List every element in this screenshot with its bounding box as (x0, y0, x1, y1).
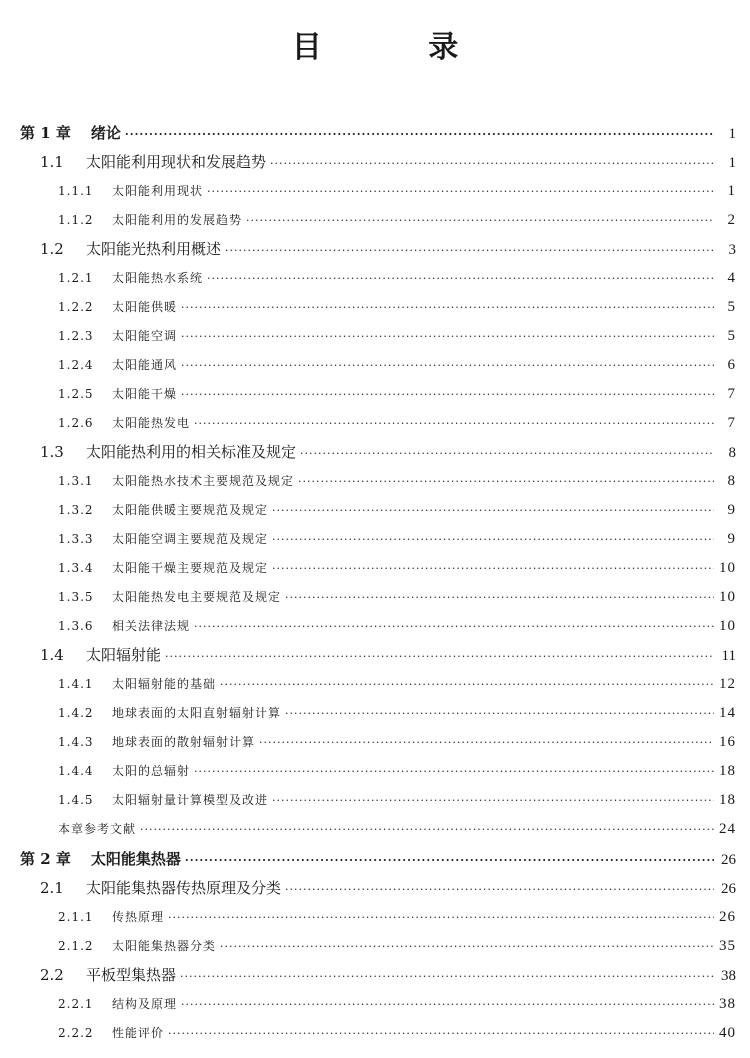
toc-entry-number: 1.3.5 (58, 590, 94, 604)
toc-entry-title: 太阳辐射量计算模型及改进 (112, 793, 269, 807)
toc-entry-number: 1.2.2 (58, 300, 94, 314)
toc-entry-number: 1.3.6 (58, 619, 94, 633)
toc-entry-title: 太阳能供暖主要规范及规定 (112, 503, 269, 517)
toc-entry-title: 太阳能光热利用概述 (86, 240, 222, 258)
toc-entry-page-number: 11 (721, 648, 736, 664)
toc-entry-title: 太阳能热发电 (112, 416, 191, 430)
toc-entry-title: 太阳辐射能 (86, 646, 162, 664)
toc-entry-title: 太阳的总辐射 (112, 764, 191, 778)
toc-entry-section[interactable] (0, 874, 750, 903)
toc-entry-page-number: 26 (721, 852, 736, 868)
toc-entry-number: 1.1.1 (58, 184, 94, 198)
toc-entry-title: 绪论 (90, 124, 121, 142)
toc-entry-subsection[interactable] (0, 612, 750, 641)
toc-entry-page-number: 5 (727, 328, 736, 344)
toc-entry-title: 太阳能空调主要规范及规定 (112, 532, 269, 546)
toc-entry-page-number: 8 (727, 473, 736, 489)
toc-entry-title: 本章参考文献 (58, 822, 137, 836)
dot-leader (140, 815, 714, 844)
toc-entry-subsection[interactable] (0, 293, 750, 322)
toc-entry-number: 1.4 (40, 646, 64, 664)
toc-entry-number: 1.1 (40, 153, 64, 171)
dot-leader (272, 525, 714, 554)
toc-entry-number: 1.4.5 (58, 793, 94, 807)
toc-entry-section[interactable] (0, 961, 750, 990)
table-of-contents (0, 118, 750, 1048)
dot-leader (194, 757, 714, 786)
dot-leader (181, 380, 714, 409)
toc-entry-title: 太阳能热水系统 (112, 271, 204, 285)
toc-entry-refs[interactable] (0, 815, 750, 844)
toc-entry-page-number: 26 (719, 909, 736, 925)
toc-entry-subsection[interactable] (0, 728, 750, 757)
toc-entry-title: 太阳辐射能的基础 (112, 677, 217, 691)
dot-leader (165, 642, 714, 670)
toc-entry-page-number: 7 (727, 415, 736, 431)
dot-leader (272, 496, 714, 525)
toc-entry-page-number: 2 (727, 212, 736, 228)
dot-leader (181, 351, 714, 380)
toc-entry-page-number: 9 (727, 502, 736, 518)
toc-entry-subsection[interactable] (0, 380, 750, 409)
toc-entry-number: 2.2.2 (58, 1026, 94, 1040)
toc-entry-title: 传热原理 (112, 910, 165, 924)
toc-entry-page-number: 9 (727, 531, 736, 547)
toc-entry-subsection[interactable] (0, 903, 750, 932)
toc-entry-section[interactable] (0, 235, 750, 264)
toc-entry-number: 2.2 (40, 966, 64, 984)
toc-entry-number: 1.2.4 (58, 358, 94, 372)
toc-entry-page-number: 35 (719, 938, 736, 954)
dot-leader (181, 322, 714, 351)
toc-entry-section[interactable] (0, 641, 750, 670)
toc-entry-number: 1.2.6 (58, 416, 94, 430)
toc-entry-title: 太阳能通风 (112, 358, 178, 372)
toc-entry-chapter[interactable] (0, 844, 750, 874)
toc-entry-number: 1.2 (40, 240, 64, 258)
toc-entry-page-number: 1 (728, 155, 736, 171)
dot-leader (125, 120, 714, 148)
toc-entry-page-number: 6 (727, 357, 736, 373)
toc-entry-subsection[interactable] (0, 670, 750, 699)
toc-entry-page-number: 7 (727, 386, 736, 402)
toc-entry-subsection[interactable] (0, 1019, 750, 1048)
toc-entry-page-number: 18 (719, 792, 736, 808)
toc-entry-title: 太阳能热利用的相关标准及规定 (86, 443, 297, 461)
toc-entry-page-number: 16 (719, 734, 736, 750)
toc-entry-page-number: 10 (719, 618, 736, 634)
toc-entry-subsection[interactable] (0, 177, 750, 206)
dot-leader (168, 903, 714, 932)
dot-leader (259, 728, 714, 757)
dot-leader (285, 583, 714, 612)
toc-entry-title: 太阳能干燥主要规范及规定 (112, 561, 269, 575)
dot-leader (285, 699, 714, 728)
dot-leader (194, 612, 714, 641)
toc-entry-title: 结构及原理 (112, 997, 178, 1011)
dot-leader (272, 786, 714, 815)
dot-leader (185, 846, 714, 874)
toc-entry-section[interactable] (0, 148, 750, 177)
toc-entry-page-number: 10 (719, 560, 736, 576)
dot-leader (272, 554, 714, 583)
toc-entry-title: 太阳能热发电主要规范及规定 (112, 590, 282, 604)
dot-leader (207, 177, 714, 206)
toc-entry-number: 1.2.5 (58, 387, 94, 401)
toc-entry-number: 2.1.2 (58, 939, 94, 953)
dot-leader (246, 206, 714, 235)
dot-leader (220, 932, 714, 961)
dot-leader (270, 149, 714, 177)
toc-entry-subsection[interactable] (0, 206, 750, 235)
toc-entry-page-number: 8 (728, 445, 736, 461)
toc-entry-page-number: 3 (728, 242, 736, 258)
toc-entry-number: 1.2.1 (58, 271, 94, 285)
toc-entry-title: 太阳能利用现状 (112, 184, 204, 198)
toc-entry-page-number: 38 (719, 996, 736, 1012)
toc-entry-subsection[interactable] (0, 467, 750, 496)
toc-entry-title: 太阳能干燥 (112, 387, 178, 401)
toc-entry-number: 1.3.4 (58, 561, 94, 575)
toc-entry-subsection[interactable] (0, 786, 750, 815)
toc-entry-title: 性能评价 (112, 1026, 165, 1040)
toc-entry-number: 1.3.3 (58, 532, 94, 546)
toc-entry-page-number: 40 (719, 1025, 736, 1041)
toc-entry-title: 地球表面的太阳直射辐射计算 (112, 706, 282, 720)
toc-entry-number: 2.2.1 (58, 997, 94, 1011)
toc-entry-number: 1.3 (40, 443, 64, 461)
toc-entry-page-number: 12 (719, 676, 736, 692)
dot-leader (181, 293, 714, 322)
toc-entry-subsection[interactable] (0, 554, 750, 583)
toc-entry-page-number: 1 (728, 126, 736, 142)
toc-entry-number: 第 1 章 (20, 124, 71, 142)
toc-entry-subsection[interactable] (0, 525, 750, 554)
toc-entry-subsection[interactable] (0, 322, 750, 351)
toc-entry-page-number: 5 (727, 299, 736, 315)
toc-entry-section[interactable] (0, 438, 750, 467)
toc-entry-title: 太阳能热水技术主要规范及规定 (112, 474, 295, 488)
toc-entry-number: 1.1.2 (58, 213, 94, 227)
toc-entry-chapter[interactable] (0, 118, 750, 148)
dot-leader (298, 467, 714, 496)
toc-entry-page-number: 26 (721, 881, 736, 897)
dot-leader (300, 439, 714, 467)
dot-leader (194, 409, 714, 438)
toc-entry-subsection[interactable] (0, 699, 750, 728)
toc-entry-title: 太阳能供暖 (112, 300, 178, 314)
dot-leader (181, 990, 714, 1019)
toc-entry-number: 第 2 章 (20, 850, 71, 868)
toc-entry-page-number: 18 (719, 763, 736, 779)
toc-entry-title: 平板型集热器 (86, 966, 177, 984)
toc-entry-title: 地球表面的散射辐射计算 (112, 735, 256, 749)
toc-entry-number: 1.3.1 (58, 474, 94, 488)
toc-entry-number: 1.4.2 (58, 706, 94, 720)
toc-entry-subsection[interactable] (0, 351, 750, 380)
toc-entry-title: 太阳能空调 (112, 329, 178, 343)
toc-entry-title: 太阳能集热器分类 (112, 939, 217, 953)
toc-entry-subsection[interactable] (0, 496, 750, 525)
toc-entry-page-number: 14 (719, 705, 736, 721)
dot-leader (225, 236, 714, 264)
toc-entry-subsection[interactable] (0, 932, 750, 961)
dot-leader (207, 264, 714, 293)
dot-leader (180, 962, 714, 990)
dot-leader (285, 875, 714, 903)
toc-entry-title: 太阳能集热器传热原理及分类 (86, 879, 282, 897)
toc-entry-number: 1.4.3 (58, 735, 94, 749)
toc-entry-title: 太阳能集热器 (90, 850, 181, 868)
toc-entry-subsection[interactable] (0, 757, 750, 786)
toc-entry-number: 1.2.3 (58, 329, 94, 343)
toc-entry-subsection[interactable] (0, 264, 750, 293)
toc-entry-subsection[interactable] (0, 583, 750, 612)
toc-entry-title: 相关法律法规 (112, 619, 191, 633)
page-title: 目 录 (291, 30, 507, 65)
dot-leader (168, 1019, 714, 1048)
toc-entry-subsection[interactable] (0, 990, 750, 1019)
toc-entry-page-number: 1 (727, 183, 736, 199)
toc-entry-page-number: 38 (721, 968, 736, 984)
toc-entry-number: 2.1 (40, 879, 64, 897)
toc-entry-number: 1.3.2 (58, 503, 94, 517)
dot-leader (220, 670, 714, 699)
toc-entry-page-number: 4 (727, 270, 736, 286)
toc-entry-page-number: 10 (719, 589, 736, 605)
toc-entry-number: 1.4.1 (58, 677, 94, 691)
toc-entry-number: 1.4.4 (58, 764, 94, 778)
toc-entry-title: 太阳能利用现状和发展趋势 (86, 153, 267, 171)
toc-entry-number: 2.1.1 (58, 910, 94, 924)
toc-entry-subsection[interactable] (0, 409, 750, 438)
toc-entry-title: 太阳能利用的发展趋势 (112, 213, 243, 227)
toc-entry-page-number: 24 (719, 821, 736, 837)
